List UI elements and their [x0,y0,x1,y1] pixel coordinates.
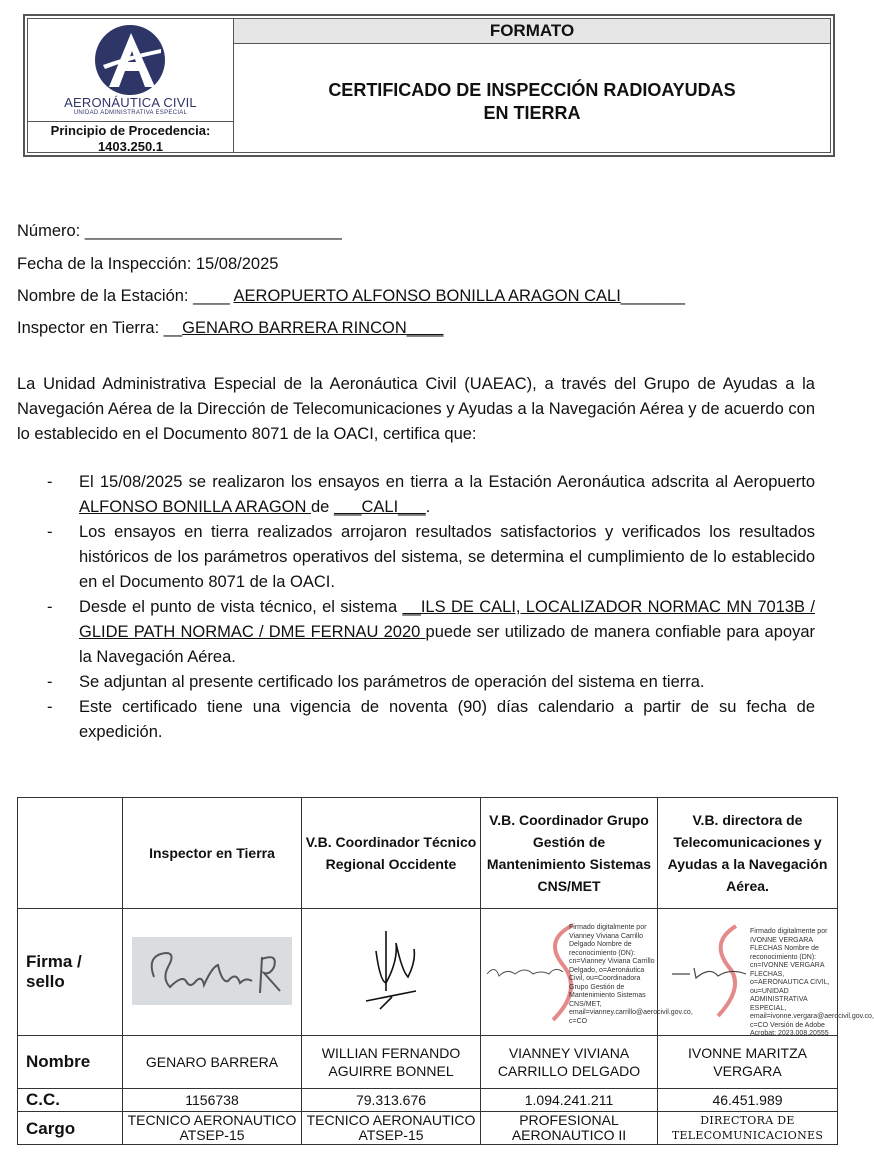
logo-area [28,19,233,122]
digital-signature-text: Firmado digitalmente por Vianney Viviana Carrillo Delgado Nombre de reconocimiento (DN): cn=Vianney Viviana Carrillo Delgado, o=Aeronáutica Civil, ou=Coordinadora Grupo Gestión de Mantenimiento Sistemas CNS/MET, email=vianney.carrillo@aerocivil.gov.co, c=CO [569,924,693,1025]
table-row [18,1089,838,1112]
signature-inspector [123,909,302,1036]
inspector-field [17,319,443,338]
estacion-value: AEROPUERTO ALFONSO BONILLA ARAGON CALI [233,287,621,305]
bullet1-end: . [425,498,431,516]
nombre-cell: VIANNEY VIVIANA CARRILLO DELGADO [481,1036,658,1089]
bullet1-mid: de [311,498,330,516]
bullet2-text: Los ensayos en tierra realizados arrojaron resultados satisfactorios y verificados los resultados históricos de los parámetros operativos del sistema, se determina el cumplimiento de lo establecido en el Documento 8071 de la OACI. [79,523,815,591]
bullet5-text: Este certificado tiene una vigencia de noventa (90) días calendario a partir de su fecha de expedición. [79,698,815,741]
nombre-cell: IVONNE MARITZA VERGARA [658,1036,838,1089]
fecha-value: 15/08/2025 [195,255,279,273]
bullet1-text: El 15/08/2025 se realizaron los ensayos en tierra a la Estación Aeronáutica adscrita al Aeropuerto [79,473,815,491]
fecha-label: Fecha de la Inspección: [17,255,192,273]
bullet1-city: ___CALI___ [333,498,426,516]
header-coordinador-grupo: V.B. Coordinador Grupo Gestión de Mantenimiento Sistemas CNS/MET [481,798,658,909]
estacion-label: Nombre de la Estación: [17,287,189,305]
table-row [18,1112,838,1145]
corner-cell [18,798,123,909]
cc-cell: 1156738 [123,1089,302,1112]
cc-cell: 1.094.241.211 [481,1089,658,1112]
formato-label: FORMATO [234,19,830,44]
row-label-firma: Firma / sello [18,909,123,1036]
cargo-cell: TECNICO AERONAUTICO ATSEP-15 [302,1112,481,1145]
signature-table [17,797,874,1145]
estacion-pre: ____ [193,287,230,305]
certification-list [17,470,815,745]
table-row [18,1036,838,1089]
list-item: - Se adjuntan al presente certificado los parámetros de operación del sistema en tierra. [47,673,705,691]
nombre-cell: GENARO BARRERA [123,1036,302,1089]
list-item: - Este certificado tiene una vigencia de noventa (90) días calendario a partir de su fecha de expedición. [47,698,815,741]
certificate-title-line2: EN TIERRA [483,103,581,123]
list-item: - Los ensayos en tierra realizados arrojaron resultados satisfactorios y verificados los resultados históricos de los parámetros operativos del sistema, se determina el cumplimiento de lo establecido en el Documento 8071 de la OACI. [47,523,815,591]
row-label-cargo: Cargo [18,1112,123,1145]
cargo-cell: TECNICO AERONAUTICO ATSEP-15 [123,1112,302,1145]
bullet3-system: __ILS DE CALI, LOCALIZADOR NORMAC MN 7013B / GLIDE PATH NORMAC / DME FERNAU 2020 [79,598,815,641]
header-directora: V.B. directora de Telecomunicaciones y Ayudas a la Navegación Aérea. [658,798,838,909]
inspector-value: GENARO BARRERA RINCON [182,319,407,337]
signature-coordinador-regional [302,909,481,1036]
row-label-nombre: Nombre [18,1036,123,1089]
signature-coordinador-grupo [481,909,693,1036]
cc-cell: 46.451.989 [658,1089,838,1112]
cc-cell: 79.313.676 [302,1089,481,1112]
bullet3-pre: Desde el punto de vista técnico, el sistema [79,598,398,616]
row-label-cc: C.C. [18,1089,123,1112]
inspector-pre: __ [163,319,183,337]
logo-subtitle: UNIDAD ADMINISTRATIVA ESPECIAL [73,110,188,116]
numero-value: ____________________________ [84,222,342,240]
principio-procedencia [28,123,233,155]
bullet3-post: puede ser utilizado de manera confiable para apoyar la Navegación Aérea. [79,623,815,666]
header-inspector: Inspector en Tierra [123,798,302,909]
logo-name: AERONÁUTICA CIVIL [64,95,197,110]
cargo-cell: DIRECTORA DE TELECOMUNICACIONES [658,1112,838,1145]
digital-signature-text: Firmado digitalmente por IVONNE VERGARA FLECHAS Nombre de reconocimiento (DN): cn=IVONNE VERGARA FLECHAS, o=AERONAUTICA CIVIL, ou=UNIDAD ADMINISTRATIVA ESPECIAL, email=ivonne.vergara@aerocivil.gov.co, c=CO Versión de Adobe Acrobat: 2023.008.20555 [750,928,874,1037]
inspector-post: ____ [406,319,444,337]
estacion-field [17,287,685,306]
numero-label: Número: [17,222,81,240]
inspector-label: Inspector en Tierra: [17,319,160,337]
header-left-cell [28,19,234,152]
intro-paragraph: La Unidad Administrativa Especial de la Aeronáutica Civil (UAEAC), a través del Grupo de Ayudas a la Navegación Aérea de la Dirección de Telecomunicaciones y Ayudas a la Navegación Aérea y de acuerdo con lo establecido en el Documento 8071 de la OACI, certifica que: [17,375,815,443]
certificate-title-line1: CERTIFICADO DE INSPECCIÓN RADIOAYUDAS [328,80,736,100]
list-item: - Desde el punto de vista técnico, el sistema __ILS DE CALI, LOCALIZADOR NORMAC MN 7013B / GLIDE PATH NORMAC / DME FERNAU 2020 puede ser utilizado de manera confiable para apoyar la Navegación Aérea. [47,598,815,666]
fecha-field [17,255,278,274]
certificate-title [234,79,830,125]
table-row [18,909,838,1036]
signature-directora [658,909,874,1037]
bullet4-text: Se adjuntan al presente certificado los parámetros de operación del sistema en tierra. [79,673,705,691]
cargo-cell: PROFESIONAL AERONAUTICO II [481,1112,658,1145]
principio-label: Principio de Procedencia: [50,123,211,138]
bullet1-airport: ALFONSO BONILLA ARAGON [79,498,311,516]
table-row [18,798,838,909]
list-item: - El 15/08/2025 se realizaron los ensayos en tierra a la Estación Aeronáutica adscrita al Aeropuerto ALFONSO BONILLA ARAGON de ___CALI___. [47,473,815,516]
document-header [23,14,835,157]
numero-field [17,222,342,241]
principio-code: 1403.250.1 [97,139,164,154]
header-coordinador-regional: V.B. Coordinador Técnico Regional Occidente [302,798,481,909]
estacion-post: _______ [620,287,686,305]
nombre-cell: WILLIAN FERNANDO AGUIRRE BONNEL [302,1036,481,1089]
aeronautica-logo-icon [95,25,165,95]
